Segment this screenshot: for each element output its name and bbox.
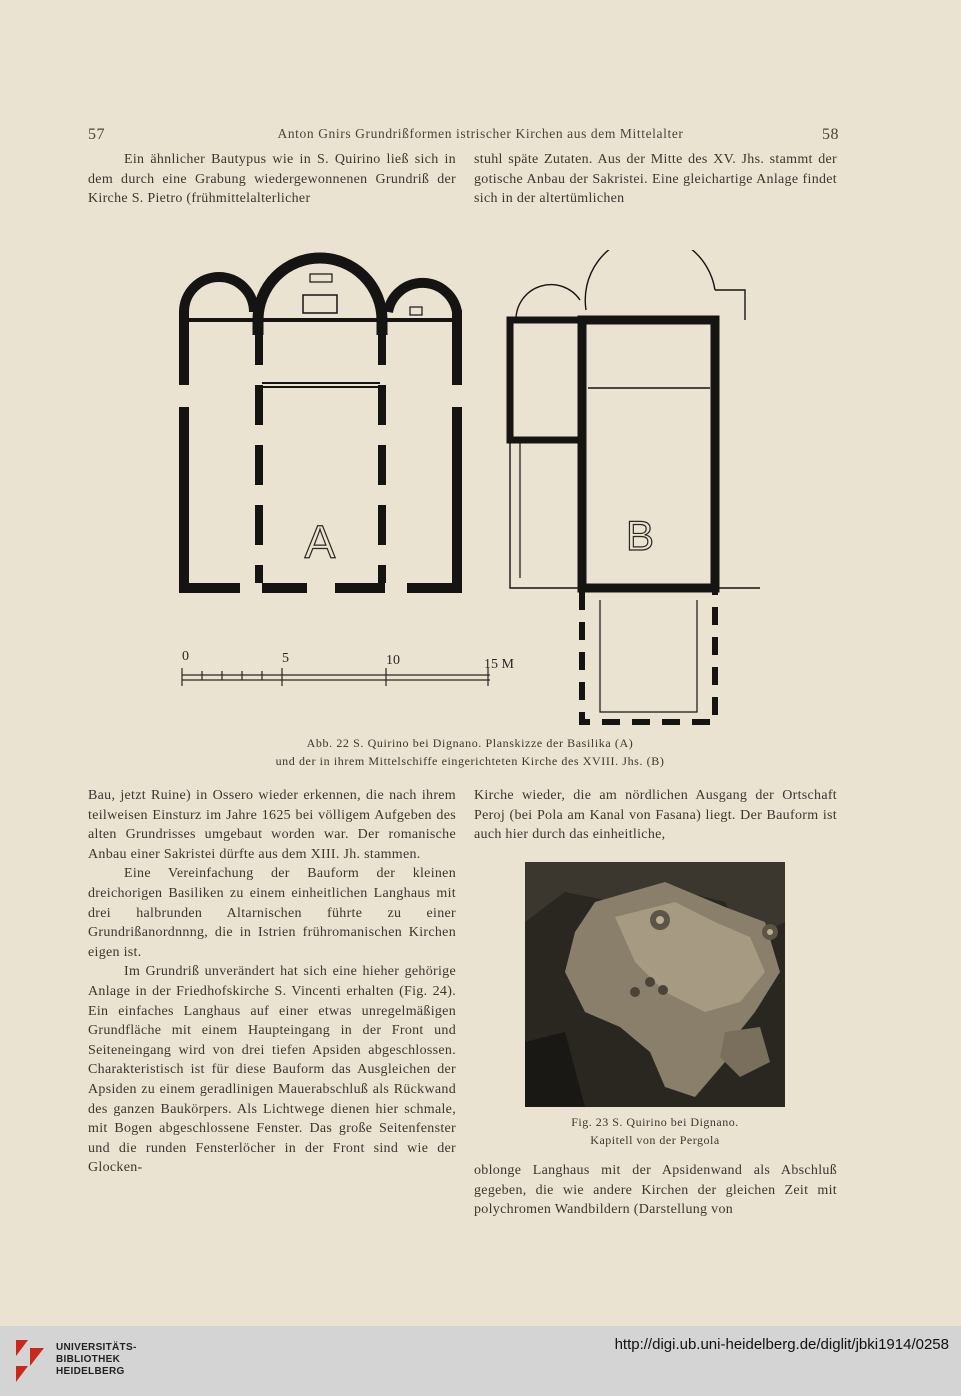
scale-label-5: 5 (282, 651, 289, 666)
caption-line: Abb. 22 S. Quirino bei Dignano. Planskizze der Basilika (A) (306, 736, 634, 750)
library-name-line: HEIDELBERG (56, 1366, 125, 1377)
scale-bar (182, 668, 490, 686)
library-name-line: BIBLIOTHEK (56, 1354, 121, 1365)
paragraph: Ein ähnlicher Bautypus wie in S. Quirino ließ sich in dem durch eine Grabung wiedergewonnenen Grundriß der Kirche S. Pietro (frühmittelalterlicher (88, 152, 456, 207)
paragraph: stuhl späte Zutaten. Aus der Mitte des XV. Jhs. stammt der gotische Anbau der Sakristei. Eine gleichartige Anlage findet sich in der altertümlichen (474, 152, 837, 207)
plan-b-label: B (625, 512, 655, 559)
caption-line: Fig. 23 S. Quirino bei Dignano. (571, 1115, 739, 1129)
scale-label-10: 10 (386, 653, 400, 668)
caption-line: Kapitell von der Pergola (590, 1132, 720, 1147)
column-right-top (474, 150, 837, 209)
figure-22-caption (120, 735, 820, 770)
library-name-line: UNIVERSITÄTS- (56, 1342, 137, 1353)
paragraph: Kirche wieder, die am nördlichen Ausgang der Ortschaft Peroj (bei Pola am Kanal von Fasana) liegt. Der Bauform ist auch hier durch das einheitliche, (474, 788, 837, 843)
library-logo-icon (12, 1334, 48, 1388)
capital-photograph (525, 862, 785, 1107)
column-right-end (474, 1161, 837, 1220)
library-name (56, 1342, 137, 1378)
plan-b (510, 250, 760, 722)
plan-a-label: A (304, 516, 336, 568)
caption-line: und der in ihrem Mittelschiffe eingerichteten Kirche des XVIII. Jhs. (B) (275, 753, 665, 768)
page-number-right: 58 (822, 126, 839, 143)
paragraph: Im Grundriß unverändert hat sich eine hieher gehörige Anlage in der Friedhofskirche S. Vincenti erhalten (Fig. 24). Ein einfaches Langhaus auf einer etwas unregelmäßigen Grundfläche mit einem Haupteingang in der Front und Seiteneingang wird von drei tiefen Apsiden abgeschlossen. Charakteristisch ist für diese Bauform das Ausgleichen der Apsiden zu einem geradlinigen Mauerabschluß als Rückwand des ganzen Baukörpers. Als Lichtwege dienen hier schmale, mit Bogen abgeschlossene Fenster. Das große Seitenfenster und die runden Fensterlöcher in der Front sind wie der Glocken- (88, 964, 456, 1176)
column-left-bottom (88, 786, 456, 1178)
running-title: Anton Gnirs Grundrißformen istrischer Kirchen aus dem Mittelalter (277, 126, 684, 141)
library-footer-bar (0, 1326, 961, 1396)
scale-label-15m: 15 M (484, 657, 514, 672)
figure-23-caption (525, 1114, 785, 1149)
paragraph: oblonge Langhaus mit der Apsidenwand als Abschluß gegeben, die wie andere Kirchen der gleichen Zeit mit polychromen Wandbildern (Darstellung von (474, 1163, 837, 1218)
page-number-left: 57 (88, 126, 105, 143)
scale-label-0: 0 (182, 649, 189, 664)
column-right-bottom (474, 786, 837, 845)
paragraph: Bau, jetzt Ruine) in Ossero wieder erkennen, die nach ihrem teilweisen Einsturz im Jahre 1625 bei völligem Aufgeben des alten Grundrisses umgebaut worden war. Der romanische Anbau einer Sakristei dürfte aus dem XIII. Jh. stammen. (88, 788, 456, 862)
paragraph: Eine Vereinfachung der Bauform der kleinen dreichorigen Basiliken zu einem einheitlichen Langhaus mit drei halbrunden Altarnischen führte zu einer Grundrißanordnnng, die in Istrien frühromanischen Kirchen eigen ist. (88, 866, 456, 960)
permalink-url[interactable]: http://digi.ub.uni-heidelberg.de/diglit/jbki1914/0258 (614, 1336, 949, 1353)
column-left-top (88, 150, 456, 209)
floor-plan-figure (170, 250, 770, 730)
